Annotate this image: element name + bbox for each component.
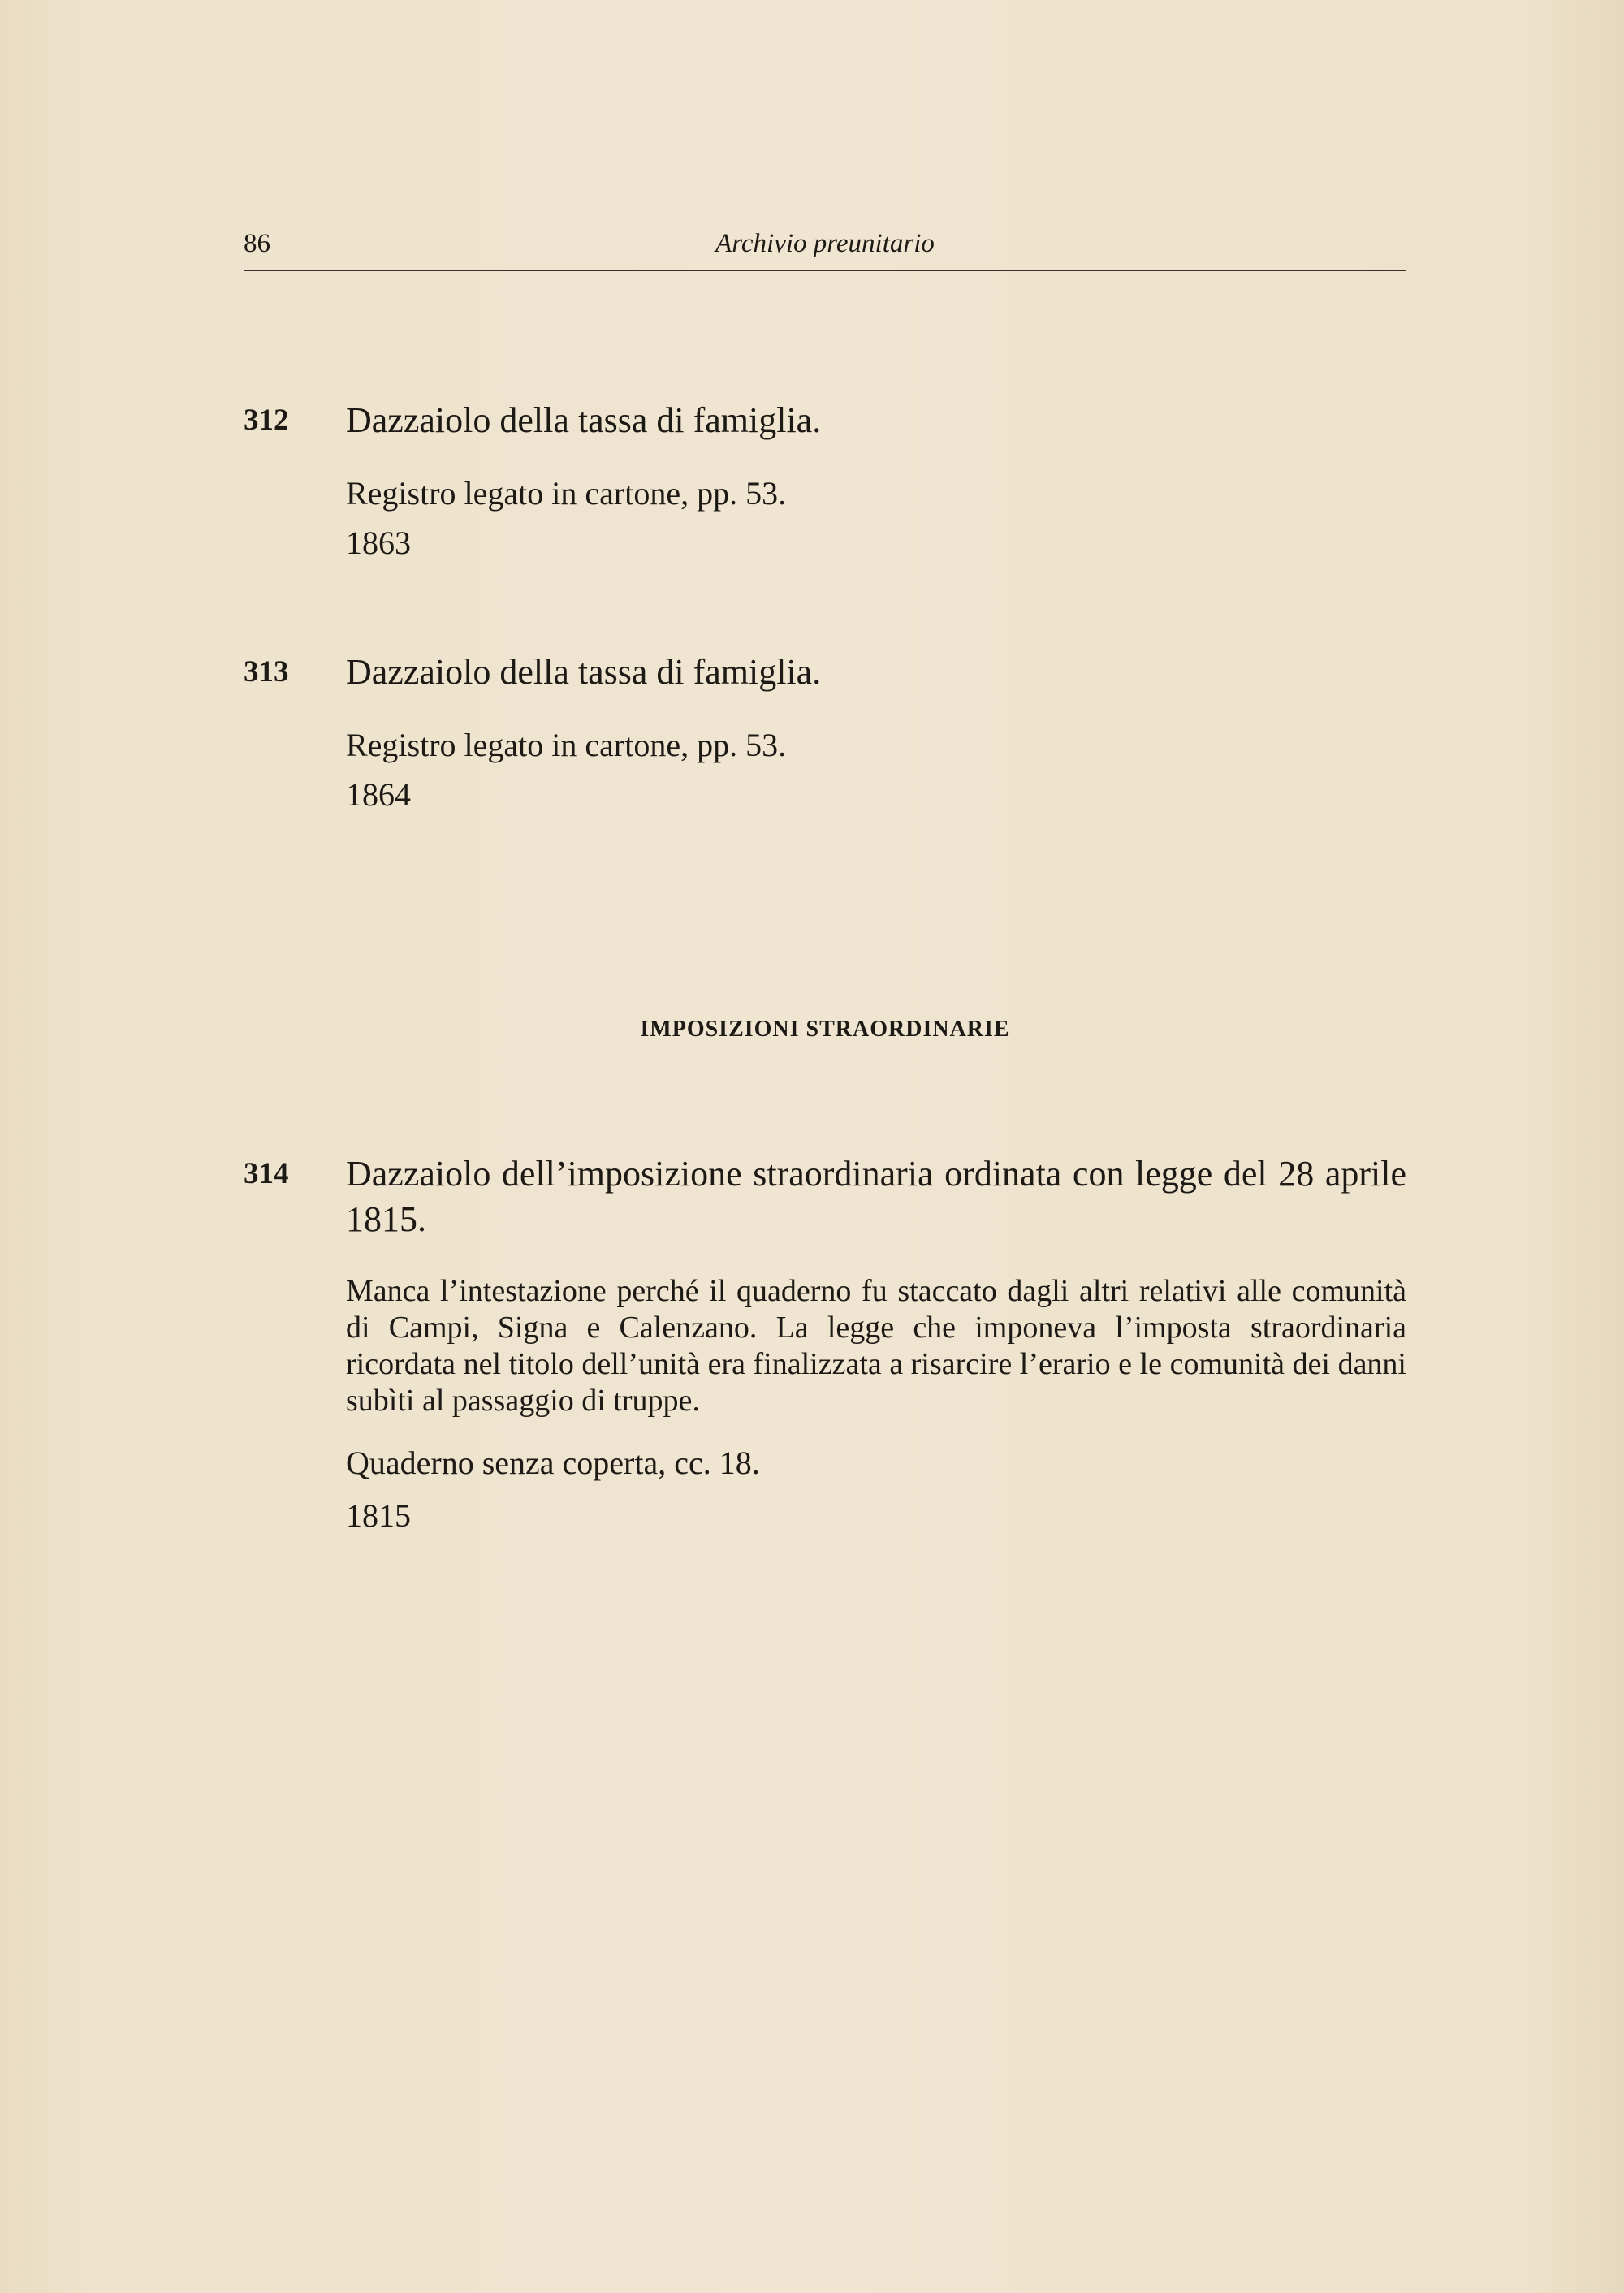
section-heading: IMPOSIZIONI STRAORDINARIE xyxy=(640,1017,1010,1042)
entry-physical-description: Registro legato in cartone, pp. 53. xyxy=(346,475,787,512)
entry-physical-description: Registro legato in cartone, pp. 53. xyxy=(346,727,787,763)
page-header xyxy=(244,229,1406,271)
entry-title: Dazzaiolo della tassa di famiglia. xyxy=(346,400,822,440)
page-number: 86 xyxy=(244,229,270,258)
running-title: Archivio preunitario xyxy=(715,229,935,258)
entry-number: 312 xyxy=(244,404,289,437)
entry-title: Dazzaiolo dell’imposizione straordinaria ordinata con legge del 28 aprile 1815. xyxy=(346,1154,1406,1239)
entry-number: 313 xyxy=(244,655,289,689)
entry-title: Dazzaiolo della tassa di famiglia. xyxy=(346,652,822,692)
entry-physical-description: Quaderno senza coperta, cc. 18. xyxy=(346,1444,760,1481)
entry-date: 1864 xyxy=(346,776,411,813)
entry-date: 1815 xyxy=(346,1497,411,1534)
entry-date: 1863 xyxy=(346,525,411,561)
entry-description: Manca l’intestazione perché il quaderno fu staccato dagli altri relativi alle comunità di Campi, Signa e Calenzano. La legge che imponeva l’imposta straordinaria ricordata nel titolo dell’unità era finalizzata a risarcire l’erario e le comunità dei danni subìti al passaggio di truppe. xyxy=(346,1274,1406,1418)
entry-number: 314 xyxy=(244,1157,289,1190)
